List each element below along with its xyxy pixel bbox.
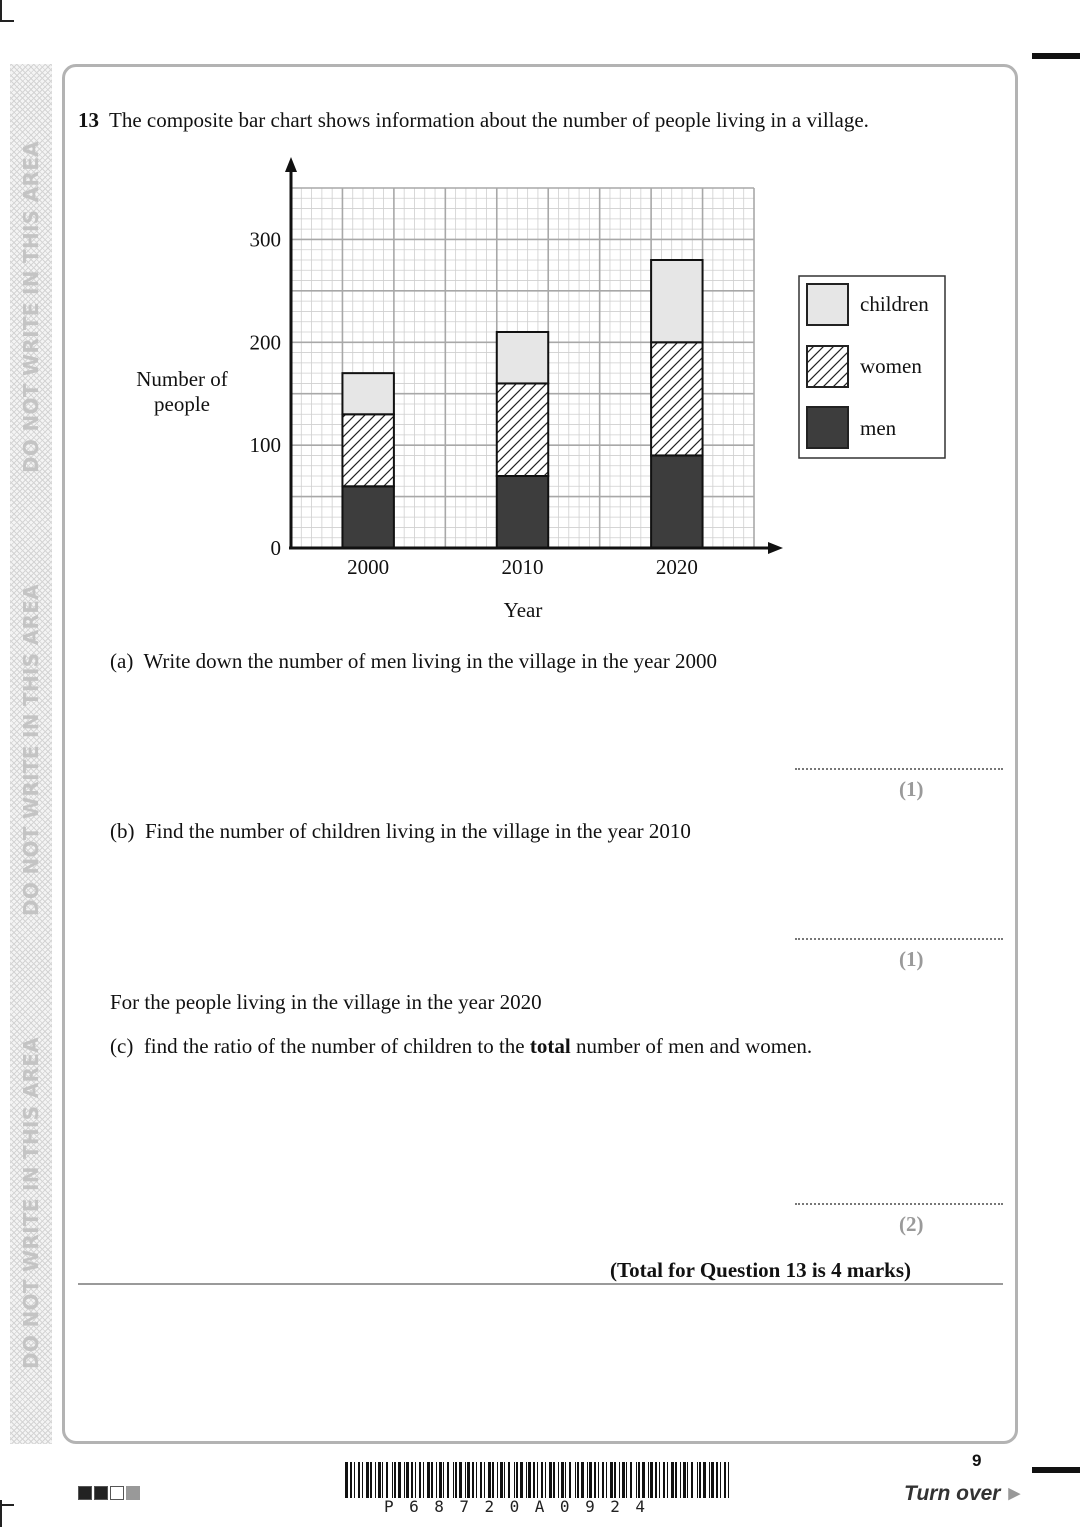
barcode-bar — [508, 1462, 510, 1498]
barcode-bar — [636, 1462, 637, 1498]
barcode-bar — [516, 1462, 518, 1498]
barcode-bar — [622, 1462, 625, 1498]
barcode-bar — [614, 1462, 616, 1498]
barcode-bar — [406, 1462, 409, 1498]
barcode-bar — [362, 1462, 363, 1498]
barcode-bar — [589, 1462, 592, 1498]
x-tick-label: 2020 — [655, 555, 698, 579]
barcode-bar — [553, 1462, 555, 1498]
bar-women-2000 — [342, 414, 393, 486]
part-c-bold: total — [529, 1034, 571, 1058]
barcode-bar — [711, 1462, 714, 1498]
barcode-text: P68720A0924 — [384, 1497, 661, 1516]
barcode-bar — [626, 1462, 627, 1498]
barcode-bar — [699, 1462, 701, 1498]
barcode-bar — [415, 1462, 416, 1498]
marks-c: (2) — [899, 1212, 924, 1236]
barcode-bar — [439, 1462, 442, 1498]
y-axis-label-line1: Number of — [136, 367, 228, 391]
legend-label-children: children — [860, 292, 929, 316]
answer-line-a[interactable] — [795, 768, 1003, 770]
barcode-bar — [575, 1462, 576, 1498]
barcode-bar — [404, 1462, 405, 1498]
barcode-bar — [370, 1462, 372, 1498]
part-c-text-end: number of men and women. — [575, 1034, 813, 1058]
part-a-text: Write down the number of men living in the village in the year 2000 — [143, 649, 718, 673]
barcode-bar — [594, 1462, 596, 1498]
part-b — [110, 819, 691, 844]
barcode-bar — [419, 1462, 421, 1498]
crop-mark — [0, 1504, 14, 1506]
stacked-bar-chart — [0, 0, 1080, 640]
barcode-bar — [697, 1462, 698, 1498]
barcode-bar — [549, 1462, 552, 1498]
barcode-bar — [691, 1462, 693, 1498]
barcode-bar — [398, 1462, 401, 1498]
bar-women-2010 — [497, 383, 548, 476]
marks-b: (1) — [899, 947, 924, 971]
turn-over-label: Turn over — [904, 1482, 1001, 1505]
barcode-bar — [663, 1462, 665, 1498]
barcode-bar — [411, 1462, 413, 1498]
part-c-text: find the ratio of the number of children to the — [143, 1034, 525, 1058]
barcode-bar — [459, 1462, 462, 1498]
barcode-bar — [675, 1462, 677, 1498]
bar-children-2010 — [497, 332, 548, 383]
barcode-bar — [443, 1462, 444, 1498]
y-tick-label: 100 — [249, 433, 281, 458]
barcode-bar — [671, 1462, 674, 1498]
barcode-bar — [528, 1462, 531, 1498]
barcode-bar — [500, 1462, 503, 1498]
x-axis-arrow — [768, 542, 783, 554]
part-b-label: (b) — [110, 819, 135, 843]
legend-swatch-men — [807, 407, 848, 448]
y-tick-label: 0 — [270, 536, 281, 560]
margin-notice: DO NOT WRITE IN THIS AREA — [19, 584, 43, 916]
barcode-bar — [619, 1462, 620, 1498]
barcode-bar — [598, 1462, 599, 1498]
barcode — [343, 1462, 735, 1500]
bar-men-2020 — [651, 455, 702, 548]
barcode-bar — [561, 1462, 564, 1498]
part-a — [110, 649, 717, 674]
barcode-bar — [467, 1462, 470, 1498]
question-number: 13 — [78, 108, 99, 132]
barcode-bar — [602, 1462, 604, 1498]
barcode-bar — [667, 1462, 668, 1498]
bar-men-2010 — [497, 476, 548, 548]
barcode-bar — [724, 1462, 726, 1498]
barcode-bar — [378, 1462, 381, 1498]
y-tick-label: 300 — [249, 227, 281, 252]
barcode-bar — [480, 1462, 482, 1498]
barcode-bar — [472, 1462, 474, 1498]
edge-mark — [1032, 1467, 1080, 1473]
play-arrow-icon: ▶ — [1008, 1485, 1021, 1502]
indicator-square — [110, 1486, 124, 1500]
barcode-bar — [345, 1462, 348, 1498]
barcode-bar — [683, 1462, 686, 1498]
legend-label-men: men — [860, 416, 897, 440]
y-tick-label: 200 — [249, 330, 281, 355]
part-c-label: (c) — [110, 1034, 134, 1058]
total-rule — [78, 1283, 1003, 1285]
legend-label-women: women — [860, 354, 922, 378]
x-tick-labels — [347, 555, 698, 579]
part-c — [110, 1034, 812, 1059]
barcode-bar — [630, 1462, 632, 1498]
barcode-bar — [642, 1462, 645, 1498]
barcode-bar — [465, 1462, 466, 1498]
barcode-bar — [520, 1462, 523, 1498]
y-axis-label-line2: people — [154, 392, 210, 416]
page-indicator — [78, 1486, 140, 1500]
barcode-bar — [650, 1462, 653, 1498]
barcode-bar — [453, 1462, 454, 1498]
legend-swatch-women — [807, 346, 848, 387]
barcode-bar — [569, 1462, 571, 1498]
legend — [799, 276, 945, 458]
barcode-bar — [606, 1462, 607, 1498]
legend-swatch-children — [807, 284, 848, 325]
margin-notice: DO NOT WRITE IN THIS AREA — [19, 141, 43, 473]
barcode-bar — [537, 1462, 538, 1498]
barcode-bar — [423, 1462, 424, 1498]
bar-children-2020 — [651, 260, 702, 342]
answer-line-c[interactable] — [795, 1203, 1003, 1205]
part-b-text: Find the number of children living in the village in the year 2010 — [145, 819, 691, 843]
barcode-bar — [659, 1462, 660, 1498]
barcode-bar — [476, 1462, 477, 1498]
barcode-bar — [386, 1462, 388, 1498]
margin-notice: DO NOT WRITE IN THIS AREA — [19, 1037, 43, 1369]
barcode-bar — [703, 1462, 706, 1498]
barcode-bar — [533, 1462, 535, 1498]
answer-line-b[interactable] — [795, 938, 1003, 940]
barcode-bar — [558, 1462, 559, 1498]
barcode-bar — [648, 1462, 649, 1498]
barcode-bar — [728, 1462, 729, 1498]
barcode-bar — [455, 1462, 457, 1498]
barcode-bar — [488, 1462, 491, 1498]
barcode-bar — [358, 1462, 360, 1498]
indicator-square — [126, 1486, 140, 1500]
indicator-square — [78, 1486, 92, 1500]
barcode-bar — [587, 1462, 588, 1498]
barcode-bar — [680, 1462, 681, 1498]
x-tick-label: 2000 — [347, 555, 390, 579]
barcode-bar — [366, 1462, 369, 1498]
barcode-bar — [655, 1462, 657, 1498]
bar-men-2000 — [342, 486, 393, 548]
barcode-bar — [447, 1462, 449, 1498]
barcode-bar — [431, 1462, 433, 1498]
part-c-intro: For the people living in the village in the year 2020 — [110, 990, 542, 1014]
barcode-bar — [638, 1462, 640, 1498]
bar-children-2000 — [342, 373, 393, 414]
barcode-bar — [581, 1462, 584, 1498]
barcode-bar — [484, 1462, 485, 1498]
total-marks: (Total for Question 13 is 4 marks) — [610, 1258, 912, 1282]
bar-women-2020 — [651, 342, 702, 455]
barcode-bar — [720, 1462, 721, 1498]
x-tick-label: 2010 — [501, 555, 544, 579]
barcode-bar — [427, 1462, 430, 1498]
barcode-bar — [526, 1462, 527, 1498]
barcode-bar — [610, 1462, 613, 1498]
barcode-bar — [492, 1462, 494, 1498]
barcode-bar — [687, 1462, 688, 1498]
indicator-square — [94, 1486, 108, 1500]
page-number: 9 — [972, 1451, 982, 1470]
x-axis-label: Year — [503, 598, 543, 622]
barcode-bar — [541, 1462, 543, 1498]
barcode-bar — [375, 1462, 376, 1498]
barcode-bar — [436, 1462, 437, 1498]
barcode-bar — [350, 1462, 352, 1498]
barcode-bar — [577, 1462, 579, 1498]
y-axis-arrow — [285, 157, 297, 172]
part-a-label: (a) — [110, 649, 134, 673]
barcode-bar — [514, 1462, 515, 1498]
barcode-bar — [709, 1462, 710, 1498]
barcode-bar — [394, 1462, 396, 1498]
barcode-bar — [497, 1462, 498, 1498]
barcode-bar — [545, 1462, 546, 1498]
marks-a: (1) — [899, 777, 924, 801]
barcode-bar — [504, 1462, 505, 1498]
barcode-bar — [382, 1462, 383, 1498]
turn-over — [904, 1482, 1020, 1506]
barcode-bar — [354, 1462, 355, 1498]
question-text: The composite bar chart shows information about the number of people living in a village. — [109, 108, 869, 132]
barcode-bar — [392, 1462, 393, 1498]
barcode-bar — [716, 1462, 718, 1498]
barcode-bar — [565, 1462, 566, 1498]
y-tick-labels — [250, 227, 282, 560]
